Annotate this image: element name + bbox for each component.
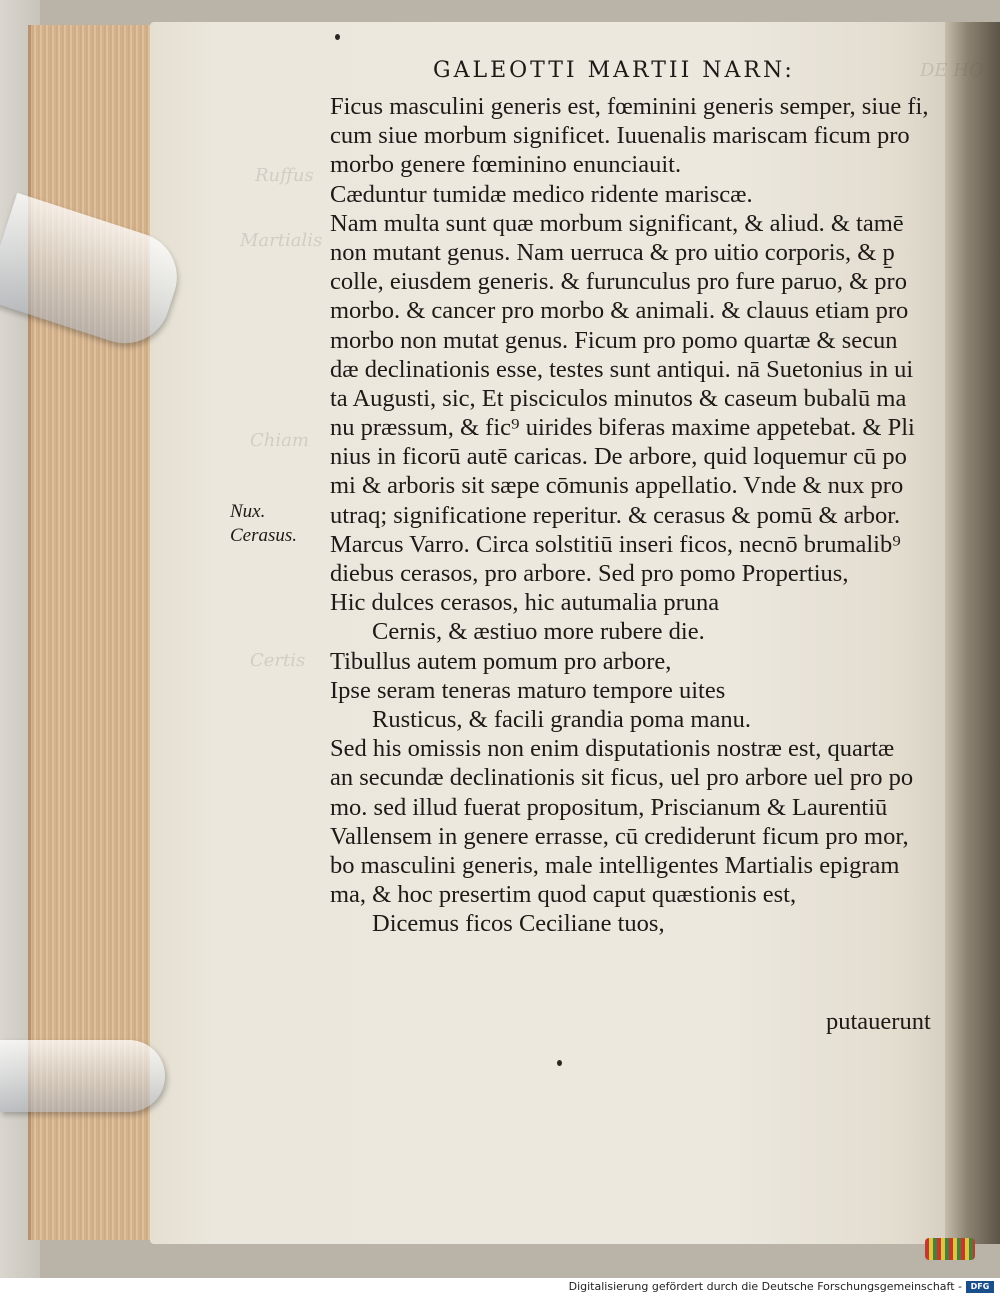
verse-line: Hic dulces cerasos, hic autumalia pruna: [330, 589, 720, 617]
verse-line: Dicemus ficos Ceciliane tuos,: [372, 910, 665, 938]
ink-spot: [335, 34, 340, 40]
scan-image: DE HO Ruffus Martialis Chiam Certis GALEOTTI MARTII NARN: Ficus masculini generis est, fœminini generis semper, siue fi, cum siue morbum significet. Iuuenalis mariscam ficum pro morbo genere fœminino enunciauit. Cæduntur tumidæ medico ridente mariscæ. Nam multa sunt quæ morbum significant, & aliud. & tamē non mutant genus. Nam uerruca & pro uitio corporis, & p̱ colle, eiusdem generis. & furunculus pro fure paruo, & pro morbo. & cancer pro morbo & animali. & clauus etiam pro morbo non mutat genus. Ficum pro pomo quartæ & secun dæ declinationis esse, testes sunt antiqui. nā Suetonius in ui ta Augusti, sic, Et pisciculos minutos & caseum bubalū ma nu præssum, & fic⁹ uirides biferas maxime appetebat. & Pli nius in ficorū autē caricas. De arbore, quid loquemur cū po mi & arboris sit sæpe cōmunis appellatio. Vnde & nux pro utraq; significatione reperitur. & cerasus & pomū & arbor. Marcus Varro. Circa solstitiū inseri ficos, necnō brumalib⁹ diebus cerasos, pro arbore. Sed pro pomo Propertius, Hic dulces cerasos, hic autumalia pruna Cernis, & æstiuo more rubere die. Tibullus autem pomum pro arbore, Ipse seram teneras maturo tempore uites Rusticus, & facili grandia poma manu. Sed his omissis non enim disputationis nostræ est, quartæ an secundæ declinationis sit ficus, uel pro arbore uel pro po mo. sed illud fuerat propositum, Priscianum & Laurentiū Vallensem in genere errasse, cū crediderunt ficum pro mor, bo masculini generis, male intelligentes Martialis epigram ma, & hoc presertim quod caput quæstionis est, Dicemus ficos Ceciliane tuos, Nux. Cerasus. putauerunt: [0, 0, 1000, 1278]
verse-line: Ipse seram teneras maturo tempore uites: [330, 676, 726, 704]
text-line: mo. sed illud fuerat propositum, Priscianum & Laurentiū: [330, 793, 888, 821]
bookmark-ribbon: [925, 1238, 975, 1260]
glass-page-clip-bottom: [0, 1040, 165, 1112]
text-line: utraq; significatione reperitur. & cerasus & pomū & arbor.: [330, 501, 901, 529]
text-line: Nam multa sunt quæ morbum significant, & aliud. & tamē: [330, 209, 904, 237]
margin-note: Cerasus.: [230, 525, 298, 546]
margin-note: Nux.: [230, 501, 266, 522]
verse-line: Rusticus, & facili grandia poma manu.: [372, 705, 751, 733]
verse-line: Cernis, & æstiuo more rubere die.: [372, 618, 705, 646]
funding-credit: Digitalisierung gefördert durch die Deutsche Forschungsgemeinschaft -: [568, 1280, 962, 1293]
text-line: diebus cerasos, pro arbore. Sed pro pomo Propertius,: [330, 560, 849, 587]
text-line: colle, eiusdem generis. & furunculus pro fure paruo, & pro: [330, 268, 907, 296]
text-line: ma, & hoc presertim quod caput quæstionis est,: [330, 881, 797, 909]
text-line: nu præssum, & fic⁹ uirides biferas maxime appetebat. & Pli: [330, 414, 915, 442]
running-head: GALEOTTI MARTII NARN:: [433, 58, 795, 83]
text-line: ta Augusti, sic, Et pisciculos minutos & caseum bubalū ma: [330, 384, 907, 412]
text-line: bo masculini generis, male intelligentes Martialis epigram: [330, 851, 900, 879]
text-line: morbo. & cancer pro morbo & animali. & clauus etiam pro: [330, 297, 909, 325]
text-line: nius in ficorū autē caricas. De arbore, quid loquemur cū po: [330, 443, 907, 471]
text-line: cum siue morbum significet. Iuuenalis mariscam ficum pro: [330, 122, 910, 150]
text-line: Tibullus autem pomum pro arbore,: [330, 647, 672, 675]
text-line: morbo non mutat genus. Ficum pro pomo quartæ & secun: [330, 326, 898, 354]
text-line: non mutant genus. Nam uerruca & pro uitio corporis, & p̱: [330, 238, 895, 266]
text-line: Vallensem in genere errasse, cū crediderunt ficum pro mor,: [330, 822, 909, 850]
text-line: mi & arboris sit sæpe cōmunis appellatio. Vnde & nux pro: [330, 472, 904, 500]
margin-notes: [230, 500, 297, 548]
text-line: dæ declinationis esse, testes sunt antiqui. nā Suetonius in ui: [330, 355, 914, 383]
ink-spot: [557, 1060, 562, 1066]
text-line: morbo genere fœminino enunciauit.: [330, 151, 682, 179]
text-line: Cæduntur tumidæ medico ridente mariscæ.: [330, 180, 753, 208]
dfg-logo-icon: DFG: [966, 1281, 994, 1293]
body-text: [330, 92, 960, 938]
text-line: Marcus Varro. Circa solstitiū inseri ficos, necnō brumalib⁹: [330, 530, 901, 558]
text-line: an secundæ declinationis sit ficus, uel pro arbore uel pro po: [330, 764, 914, 792]
text-line: Ficus masculini generis est, fœminini generis semper, siue fi,: [330, 93, 929, 120]
text-line: Sed his omissis non enim disputationis nostræ est, quartæ: [330, 735, 895, 763]
catchword: putauerunt: [826, 1008, 931, 1035]
